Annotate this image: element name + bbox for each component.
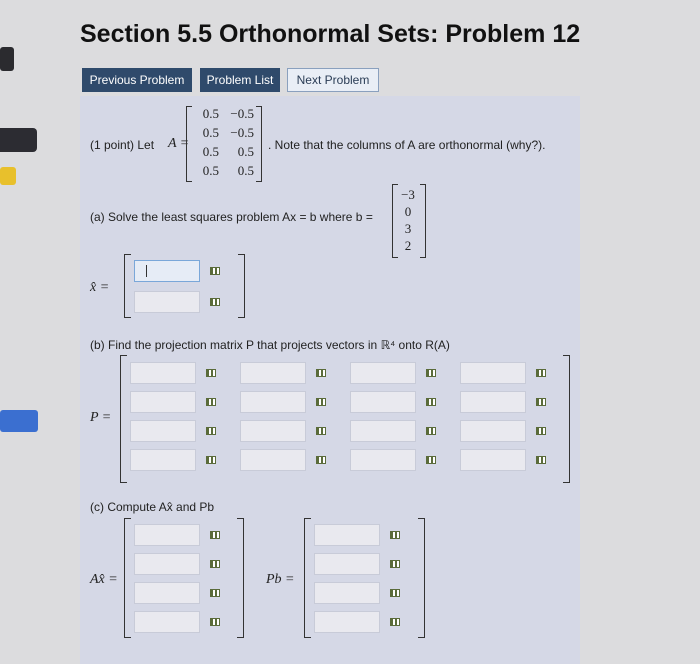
- matrix-entry-icon[interactable]: [536, 369, 546, 377]
- p-matrix-input[interactable]: [460, 449, 526, 471]
- p-left-bracket: [120, 355, 127, 483]
- p-matrix-input[interactable]: [130, 362, 196, 384]
- p-matrix-input[interactable]: [130, 420, 196, 442]
- part-a-text: (a) Solve the least squares problem Ax = b where b =: [90, 210, 373, 224]
- p-matrix-input[interactable]: [350, 420, 416, 442]
- p-matrix-input[interactable]: [130, 449, 196, 471]
- sidebar-tab-dark-2[interactable]: [0, 128, 37, 152]
- matrix-entry-icon[interactable]: [536, 398, 546, 406]
- xhat-right-bracket: [238, 254, 245, 318]
- pb-left-bracket: [304, 518, 311, 638]
- b-vector-cell: 3: [404, 221, 412, 236]
- matrix-entry-icon[interactable]: [536, 456, 546, 464]
- matrix-a-cell: 0.5: [202, 163, 219, 178]
- matrix-entry-icon[interactable]: [426, 456, 436, 464]
- matrix-entry-icon[interactable]: [390, 618, 400, 626]
- matrix-entry-icon[interactable]: [316, 369, 326, 377]
- pb-label: Pb =: [266, 572, 295, 587]
- pb-input[interactable]: [314, 524, 380, 546]
- matrix-entry-icon[interactable]: [210, 267, 220, 275]
- matrix-entry-icon[interactable]: [536, 427, 546, 435]
- matrix-a-cell: 0.5: [237, 144, 254, 159]
- matrix-entry-icon[interactable]: [426, 369, 436, 377]
- pb-input[interactable]: [314, 553, 380, 575]
- pb-input[interactable]: [314, 582, 380, 604]
- b-vector-cell: −3: [401, 187, 415, 202]
- xhat-label: x̂ =: [90, 280, 110, 295]
- p-matrix-input[interactable]: [350, 391, 416, 413]
- p-matrix-input[interactable]: [460, 420, 526, 442]
- problem-list-button[interactable]: Problem List: [200, 68, 280, 92]
- matrix-entry-icon[interactable]: [206, 398, 216, 406]
- matrix-a-right-bracket: [256, 106, 262, 182]
- part-b-text: (b) Find the projection matrix P that projects vectors in ℝ⁴ onto R(A): [90, 338, 450, 352]
- axhat-left-bracket: [124, 518, 131, 638]
- pb-input[interactable]: [314, 611, 380, 633]
- xhat-input-1[interactable]: [134, 260, 200, 282]
- matrix-entry-icon[interactable]: [206, 369, 216, 377]
- b-right-bracket: [420, 184, 426, 258]
- previous-problem-button[interactable]: Previous Problem: [82, 68, 192, 92]
- matrix-entry-icon[interactable]: [210, 298, 220, 306]
- matrix-a-cell: −0.5: [230, 106, 254, 121]
- p-matrix-input[interactable]: [460, 391, 526, 413]
- part-c-text: (c) Compute Ax̂ and Pb: [90, 500, 215, 514]
- axhat-input[interactable]: [134, 524, 200, 546]
- p-matrix-input[interactable]: [240, 362, 306, 384]
- b-vector-cell: 2: [404, 238, 412, 253]
- p-matrix-input[interactable]: [130, 391, 196, 413]
- axhat-input[interactable]: [134, 553, 200, 575]
- matrix-a-cell: 0.5: [202, 106, 219, 121]
- p-label: P =: [90, 410, 112, 425]
- matrix-entry-icon[interactable]: [390, 531, 400, 539]
- intro-text: (1 point) Let: [90, 138, 155, 152]
- matrix-entry-icon[interactable]: [316, 456, 326, 464]
- page-title: Section 5.5 Orthonormal Sets: Problem 12: [80, 20, 581, 48]
- matrix-entry-icon[interactable]: [390, 589, 400, 597]
- xhat-left-bracket: [124, 254, 131, 318]
- matrix-entry-icon[interactable]: [316, 398, 326, 406]
- matrix-entry-icon[interactable]: [206, 456, 216, 464]
- pb-right-bracket: [418, 518, 425, 638]
- matrix-entry-icon[interactable]: [210, 589, 220, 597]
- matrix-a-cell: 0.5: [202, 144, 219, 159]
- b-vector-cell: 0: [404, 204, 412, 219]
- xhat-input-2[interactable]: [134, 291, 200, 313]
- a-symbol: A =: [168, 136, 190, 151]
- axhat-input[interactable]: [134, 582, 200, 604]
- axhat-right-bracket: [237, 518, 244, 638]
- sidebar-tab-yellow[interactable]: [0, 167, 16, 185]
- p-matrix-input[interactable]: [460, 362, 526, 384]
- p-right-bracket: [563, 355, 570, 483]
- p-matrix-input[interactable]: [240, 420, 306, 442]
- matrix-entry-icon[interactable]: [426, 398, 436, 406]
- matrix-entry-icon[interactable]: [210, 618, 220, 626]
- p-matrix-input[interactable]: [240, 449, 306, 471]
- axhat-label: Ax̂ =: [90, 572, 118, 587]
- sidebar-tab-blue[interactable]: [0, 410, 38, 432]
- matrix-entry-icon[interactable]: [426, 427, 436, 435]
- matrix-a-cell: −0.5: [230, 125, 254, 140]
- matrix-a-cell: 0.5: [237, 163, 254, 178]
- axhat-input[interactable]: [134, 611, 200, 633]
- p-matrix-input[interactable]: [240, 391, 306, 413]
- matrix-entry-icon[interactable]: [316, 427, 326, 435]
- matrix-entry-icon[interactable]: [206, 427, 216, 435]
- p-matrix-input[interactable]: [350, 362, 416, 384]
- text-cursor: [146, 265, 147, 277]
- matrix-entry-icon[interactable]: [210, 560, 220, 568]
- p-matrix-input[interactable]: [350, 449, 416, 471]
- orthonormal-note: . Note that the columns of A are orthonormal (why?).: [268, 138, 546, 152]
- matrix-entry-icon[interactable]: [210, 531, 220, 539]
- sidebar-tab-dark[interactable]: [0, 47, 14, 71]
- matrix-a-cell: 0.5: [202, 125, 219, 140]
- matrix-a-left-bracket: [186, 106, 192, 182]
- matrix-entry-icon[interactable]: [390, 560, 400, 568]
- next-problem-button[interactable]: Next Problem: [287, 68, 379, 92]
